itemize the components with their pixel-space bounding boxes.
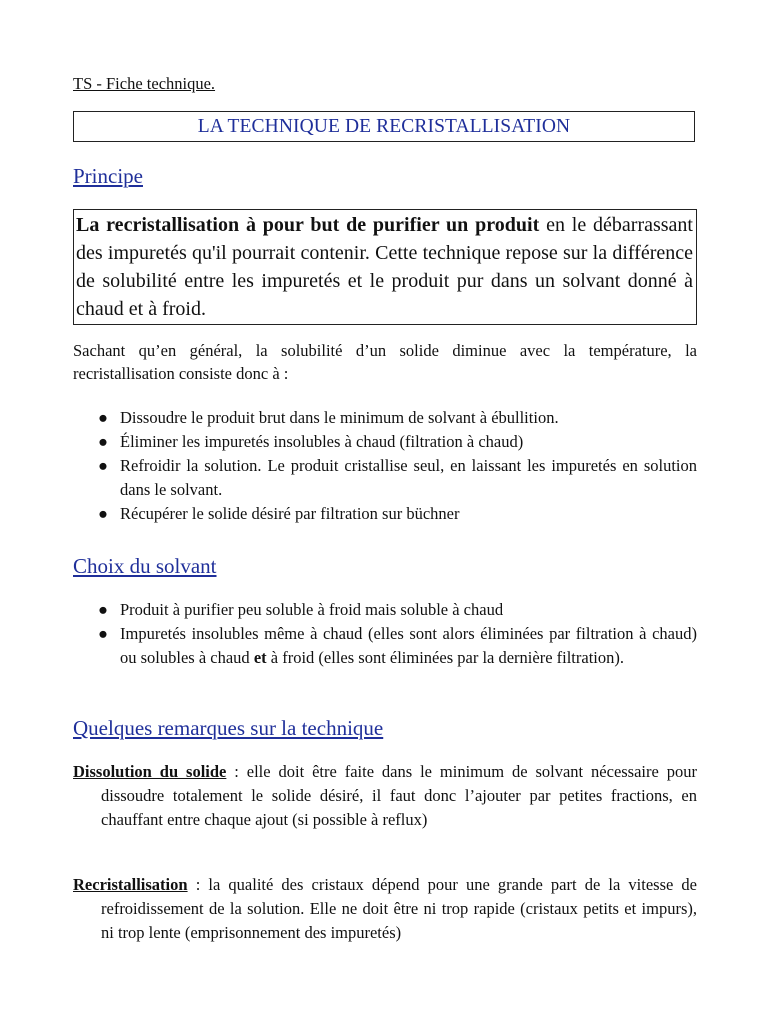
principle-definition-bold: La recristallisation à pour but de purifier un produit (76, 214, 540, 236)
criterion-text-before: Impuretés insolubles même à chaud (elles sont alors éliminées par filtration à chaud) ou solubles à chaud (120, 624, 697, 667)
criterion-text-after: à froid (elles sont éliminées par la dernière filtration). (266, 648, 625, 667)
document-header-line: TS - Fiche technique. (73, 74, 216, 93)
recrystallization-remark-content (73, 873, 697, 944)
bullet-icon: ● (98, 600, 108, 619)
recrystallization-steps-list (73, 406, 697, 526)
recrystallization-remark-title: Recristallisation (73, 875, 188, 894)
bullet-icon: ● (98, 456, 108, 475)
bullet-icon: ● (98, 432, 108, 451)
principle-definition-box (73, 209, 697, 325)
dissolution-remark-text: : elle doit être faite dans le minimum de solvant nécessaire pour dissoudre totalement le solide désiré, il faut donc l’ajouter par petites fractions, en chauffant entre chaque ajout (si possible à reflux) (101, 762, 697, 829)
bullet-icon: ● (98, 504, 108, 523)
list-item (73, 622, 697, 670)
step-text: Récupérer le solide désiré par filtration sur büchner (120, 504, 460, 523)
principle-definition-text: en le débarrassant des impuretés qu'il pourrait contenir. Cette technique repose sur la différence de solubilité entre les impuretés et le produit pur dans un solvant donné à chaud et à froid. (76, 214, 693, 320)
dissolution-remark (73, 760, 697, 831)
document-title: LA TECHNIQUE DE RECRISTALLISATION (73, 111, 695, 142)
list-item (73, 598, 697, 622)
list-item (73, 502, 697, 526)
principle-intro-paragraph: Sachant qu’en général, la solubilité d’un solide diminue avec la température, la recristallisation consiste donc à : (73, 341, 697, 383)
step-text: Dissoudre le produit brut dans le minimum de solvant à ébullition. (120, 408, 559, 427)
solvent-criteria-list (73, 598, 697, 670)
step-text: Refroidir la solution. Le produit cristallise seul, en laissant les impuretés en solution dans le solvant. (120, 456, 697, 499)
list-item (73, 454, 697, 502)
dissolution-remark-content (73, 760, 697, 831)
technique-remarks-heading: Quelques remarques sur la technique (73, 716, 384, 740)
principle-heading: Principe (73, 164, 143, 188)
bullet-icon: ● (98, 624, 108, 643)
bullet-icon: ● (98, 408, 108, 427)
criterion-text: Produit à purifier peu soluble à froid mais soluble à chaud (120, 600, 504, 619)
solvent-choice-heading: Choix du solvant (73, 554, 217, 578)
dissolution-remark-title: Dissolution du solide (73, 762, 227, 781)
list-item (73, 430, 697, 454)
criterion-emphasis: et (253, 648, 267, 667)
recrystallization-remark (73, 873, 697, 944)
step-text: Éliminer les impuretés insolubles à chaud (filtration à chaud) (120, 432, 524, 451)
recrystallization-remark-text: : la qualité des cristaux dépend pour une grande part de la vitesse de refroidissement de la solution. Elle ne doit être ni trop rapide (cristaux petits et impurs), ni trop lente (emprisonnement des impuretés) (101, 875, 697, 942)
list-item (73, 406, 697, 430)
